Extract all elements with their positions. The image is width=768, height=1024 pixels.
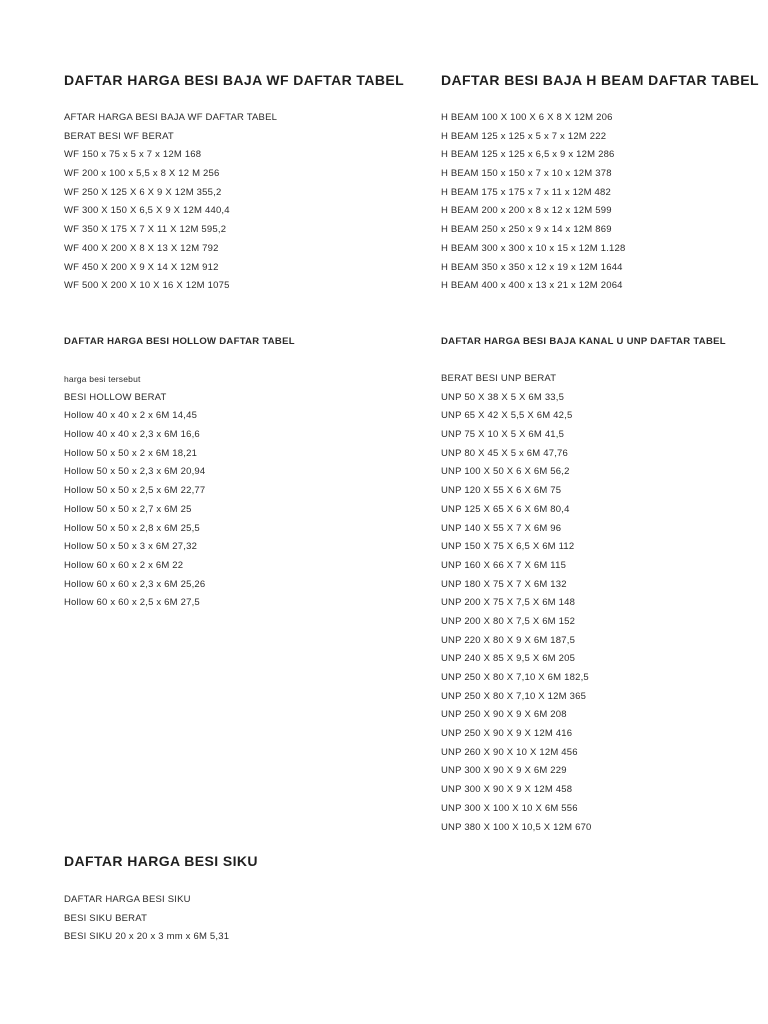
unp-list <box>441 370 668 837</box>
list-item: WF 350 X 175 X 7 X 11 X 12M 595,2 <box>64 224 227 236</box>
list-item: UNP 220 X 80 X 9 X 6M 187,5 <box>441 634 576 646</box>
list-item: H BEAM 350 x 350 x 12 x 19 x 12M 1644 <box>441 261 623 273</box>
list-item: WF 150 x 75 x 5 x 7 x 12M 168 <box>64 149 202 161</box>
list-item: Hollow 40 x 40 x 2 x 6M 14,45 <box>64 410 198 422</box>
list-item: BESI HOLLOW BERAT <box>64 391 167 403</box>
list-item: UNP 250 X 90 X 9 X 6M 208 <box>441 709 567 721</box>
list-item: UNP 250 X 80 X 7,10 X 6M 182,5 <box>441 672 589 683</box>
list-item: AFTAR HARGA BESI BAJA WF DAFTAR TABEL <box>64 112 278 123</box>
list-item: BERAT BESI UNP BERAT <box>441 373 557 384</box>
list-item: WF 400 X 200 X 8 X 13 X 12M 792 <box>64 242 219 254</box>
hbeam-title: DAFTAR BESI BAJA H BEAM DAFTAR TABEL <box>441 72 759 88</box>
list-item: UNP 200 X 80 X 7,5 X 6M 152 <box>441 615 576 627</box>
list-item: Hollow 50 x 50 x 3 x 6M 27,32 <box>64 541 198 553</box>
hollow-title: DAFTAR HARGA BESI HOLLOW DAFTAR TABEL <box>64 336 295 347</box>
hbeam-section <box>441 71 759 89</box>
siku-section <box>64 852 424 870</box>
list-item: Hollow 60 x 60 x 2,5 x 6M 27,5 <box>64 597 200 609</box>
list-item: UNP 250 X 90 X 9 X 12M 416 <box>441 728 573 740</box>
list-item: UNP 180 X 75 X 7 X 6M 132 <box>441 578 567 590</box>
list-item: H BEAM 175 x 175 x 7 x 11 x 12M 482 <box>441 186 611 198</box>
list-item: Hollow 50 x 50 x 2,3 x 6M 20,94 <box>64 466 206 478</box>
hollow-list <box>64 370 424 613</box>
list-item: Hollow 50 x 50 x 2,5 x 6M 22,77 <box>64 485 206 497</box>
list-item: UNP 260 X 90 X 10 X 12M 456 <box>441 746 578 758</box>
list-item: UNP 240 X 85 X 9,5 X 6M 205 <box>441 653 576 665</box>
list-item: WF 250 X 125 X 6 X 9 X 12M 355,2 <box>64 186 222 198</box>
list-item: Hollow 50 x 50 x 2 x 6M 18,21 <box>64 447 198 459</box>
list-item: UNP 300 X 90 X 9 X 6M 229 <box>441 765 567 777</box>
list-item: Hollow 60 x 60 x 2 x 6M 22 <box>64 559 184 571</box>
list-item: WF 300 X 150 X 6,5 X 9 X 12M 440,4 <box>64 205 230 217</box>
list-item: BESI SIKU 20 x 20 x 3 mm x 6M 5,31 <box>64 931 230 943</box>
hbeam-list <box>441 109 668 296</box>
list-item: H BEAM 400 x 400 x 13 x 21 x 12M 2064 <box>441 280 623 292</box>
hollow-section <box>64 335 424 349</box>
list-item: Hollow 50 x 50 x 2,7 x 6M 25 <box>64 503 192 515</box>
hollow-note: harga besi tersebut <box>64 374 141 384</box>
list-item: DAFTAR HARGA BESI SIKU <box>64 894 191 905</box>
wf-section <box>64 71 424 89</box>
list-item: UNP 200 X 75 X 7,5 X 6M 148 <box>441 597 576 609</box>
list-item: UNP 120 X 55 X 6 X 6M 75 <box>441 485 562 497</box>
list-item: H BEAM 300 x 300 x 10 x 15 x 12M 1.128 <box>441 242 626 254</box>
list-item: UNP 80 X 45 X 5 x 6M 47,76 <box>441 447 569 459</box>
list-item: H BEAM 150 x 150 x 7 x 10 x 12M 378 <box>441 168 612 180</box>
list-item: UNP 300 X 90 X 9 X 12M 458 <box>441 784 573 796</box>
unp-section <box>441 335 726 349</box>
list-item: UNP 300 X 100 X 10 X 6M 556 <box>441 802 578 814</box>
siku-list <box>64 891 424 947</box>
list-item: H BEAM 250 x 250 x 9 x 14 x 12M 869 <box>441 224 612 236</box>
wf-list <box>64 109 424 296</box>
list-item: UNP 140 X 55 X 7 X 6M 96 <box>441 522 562 534</box>
list-item: UNP 250 X 80 X 7,10 X 12M 365 <box>441 690 587 702</box>
list-item: UNP 75 X 10 X 5 X 6M 41,5 <box>441 429 565 441</box>
list-item: BERAT BESI WF BERAT <box>64 130 174 142</box>
list-item: WF 500 X 200 X 10 X 16 X 12M 1075 <box>64 280 230 292</box>
list-item: UNP 380 X 100 X 10,5 X 12M 670 <box>441 821 592 833</box>
list-item: UNP 65 X 42 X 5,5 X 6M 42,5 <box>441 410 573 422</box>
list-item: Hollow 60 x 60 x 2,3 x 6M 25,26 <box>64 578 206 590</box>
list-item: WF 450 X 200 X 9 X 14 X 12M 912 <box>64 261 219 273</box>
list-item: Hollow 40 x 40 x 2,3 x 6M 16,6 <box>64 429 200 441</box>
list-item: UNP 100 X 50 X 6 X 6M 56,2 <box>441 466 570 478</box>
list-item: UNP 160 X 66 X 7 X 6M 115 <box>441 559 567 571</box>
list-item: H BEAM 125 x 125 x 5 x 7 x 12M 222 <box>441 130 607 142</box>
list-item: WF 200 x 100 x 5,5 x 8 X 12 M 256 <box>64 168 220 180</box>
list-item: BESI SIKU BERAT <box>64 912 148 924</box>
list-item: Hollow 50 x 50 x 2,8 x 6M 25,5 <box>64 522 200 534</box>
unp-title: DAFTAR HARGA BESI BAJA KANAL U UNP DAFTAR TABEL <box>441 336 726 347</box>
list-item: H BEAM 200 x 200 x 8 x 12 x 12M 599 <box>441 205 612 217</box>
wf-title: DAFTAR HARGA BESI BAJA WF DAFTAR TABEL <box>64 72 405 88</box>
list-item: UNP 150 X 75 X 6,5 X 6M 112 <box>441 541 575 553</box>
list-item: H BEAM 100 X 100 X 6 X 8 X 12M 206 <box>441 112 613 123</box>
list-item: UNP 125 X 65 X 6 X 6M 80,4 <box>441 503 570 515</box>
siku-title: DAFTAR HARGA BESI SIKU <box>64 853 258 869</box>
list-item: UNP 50 X 38 X 5 X 6M 33,5 <box>441 391 565 403</box>
list-item: H BEAM 125 x 125 x 6,5 x 9 x 12M 286 <box>441 149 615 161</box>
